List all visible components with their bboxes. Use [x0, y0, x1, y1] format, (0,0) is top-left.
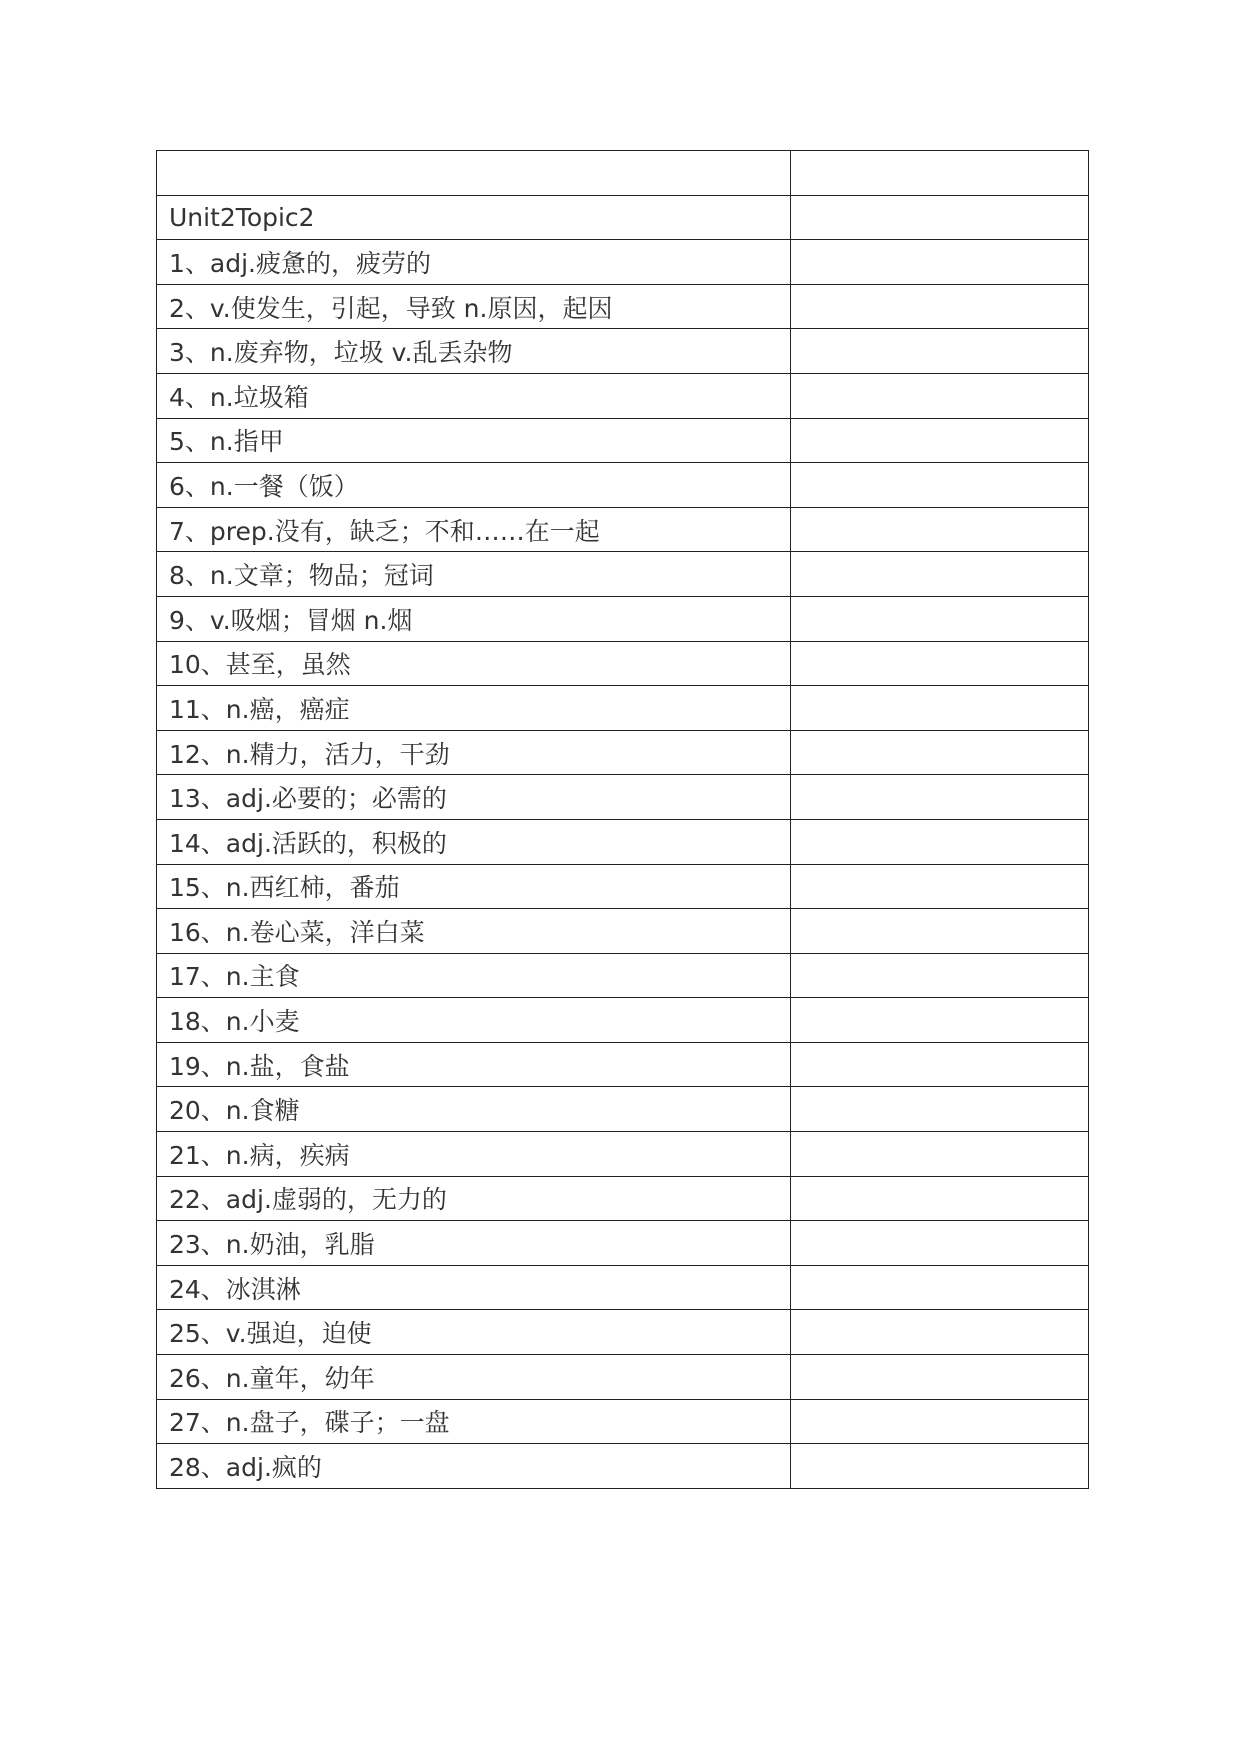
- term-cell: 24、冰淇淋: [157, 1265, 791, 1310]
- answer-cell: [791, 507, 1089, 552]
- answer-cell: [791, 686, 1089, 731]
- table-row: [157, 463, 1089, 508]
- answer-cell: [791, 909, 1089, 954]
- term-cell: 5、n.指甲: [157, 418, 791, 463]
- table-header-row: [157, 151, 1089, 196]
- term-cell: 11、n.癌，癌症: [157, 686, 791, 731]
- table-row: [157, 329, 1089, 374]
- table-row: [157, 686, 1089, 731]
- table-row: [157, 596, 1089, 641]
- table-row: [157, 552, 1089, 597]
- term-cell: 20、n.食糖: [157, 1087, 791, 1132]
- table-row: [157, 1087, 1089, 1132]
- answer-cell: [791, 1399, 1089, 1444]
- header-term-cell: [157, 151, 791, 196]
- vocabulary-table: [156, 150, 1089, 1489]
- table-row: [157, 1355, 1089, 1400]
- table-row: [157, 730, 1089, 775]
- term-cell: 3、n.废弃物，垃圾 v.乱丢杂物: [157, 329, 791, 374]
- term-cell: 8、n.文章；物品；冠词: [157, 552, 791, 597]
- answer-cell: [791, 730, 1089, 775]
- term-cell: 18、n.小麦: [157, 998, 791, 1043]
- term-cell: 17、n.主食: [157, 953, 791, 998]
- table-row: [157, 1444, 1089, 1489]
- answer-cell: [791, 329, 1089, 374]
- answer-cell: [791, 953, 1089, 998]
- table-row: [157, 240, 1089, 285]
- table-row: [157, 507, 1089, 552]
- answer-cell: [791, 284, 1089, 329]
- answer-cell: [791, 1444, 1089, 1489]
- answer-cell: [791, 240, 1089, 285]
- table-row: [157, 998, 1089, 1043]
- term-cell: Unit2Topic2: [157, 195, 791, 240]
- term-cell: 12、n.精力，活力，干劲: [157, 730, 791, 775]
- answer-cell: [791, 864, 1089, 909]
- answer-cell: [791, 1042, 1089, 1087]
- answer-cell: [791, 463, 1089, 508]
- answer-cell: [791, 1221, 1089, 1266]
- term-cell: 14、adj.活跃的，积极的: [157, 819, 791, 864]
- table-row: [157, 1310, 1089, 1355]
- term-cell: 21、n.病，疾病: [157, 1132, 791, 1177]
- term-cell: 19、n.盐，食盐: [157, 1042, 791, 1087]
- term-cell: 25、v.强迫，迫使: [157, 1310, 791, 1355]
- answer-cell: [791, 1087, 1089, 1132]
- answer-cell: [791, 1355, 1089, 1400]
- term-cell: 22、adj.虚弱的，无力的: [157, 1176, 791, 1221]
- term-cell: 10、甚至，虽然: [157, 641, 791, 686]
- table-row: [157, 1265, 1089, 1310]
- answer-cell: [791, 819, 1089, 864]
- table-row: [157, 1176, 1089, 1221]
- term-cell: 27、n.盘子，碟子；一盘: [157, 1399, 791, 1444]
- term-cell: 4、n.垃圾箱: [157, 373, 791, 418]
- term-cell: 16、n.卷心菜，洋白菜: [157, 909, 791, 954]
- term-cell: 26、n.童年，幼年: [157, 1355, 791, 1400]
- answer-cell: [791, 418, 1089, 463]
- table-row: [157, 864, 1089, 909]
- term-cell: 15、n.西红柿，番茄: [157, 864, 791, 909]
- term-cell: 1、adj.疲惫的，疲劳的: [157, 240, 791, 285]
- term-cell: 2、v.使发生，引起，导致 n.原因，起因: [157, 284, 791, 329]
- term-cell: 13、adj.必要的；必需的: [157, 775, 791, 820]
- table-row: [157, 1399, 1089, 1444]
- table-row: [157, 1042, 1089, 1087]
- term-cell: 23、n.奶油，乳脂: [157, 1221, 791, 1266]
- answer-cell: [791, 775, 1089, 820]
- table-row: [157, 775, 1089, 820]
- answer-cell: [791, 1265, 1089, 1310]
- table-row: [157, 909, 1089, 954]
- header-answer-cell: [791, 151, 1089, 196]
- term-cell: 7、prep.没有，缺乏；不和……在一起: [157, 507, 791, 552]
- table-row: [157, 1132, 1089, 1177]
- answer-cell: [791, 596, 1089, 641]
- answer-cell: [791, 195, 1089, 240]
- table-row: [157, 819, 1089, 864]
- answer-cell: [791, 1132, 1089, 1177]
- table-row: [157, 1221, 1089, 1266]
- table-row: [157, 284, 1089, 329]
- answer-cell: [791, 641, 1089, 686]
- term-cell: 6、n.一餐（饭）: [157, 463, 791, 508]
- table-body: [157, 151, 1089, 1489]
- term-cell: 9、v.吸烟；冒烟 n.烟: [157, 596, 791, 641]
- answer-cell: [791, 373, 1089, 418]
- answer-cell: [791, 1176, 1089, 1221]
- table-row: [157, 373, 1089, 418]
- answer-cell: [791, 1310, 1089, 1355]
- answer-cell: [791, 552, 1089, 597]
- table-row: [157, 418, 1089, 463]
- table-row: [157, 195, 1089, 240]
- table-row: [157, 953, 1089, 998]
- answer-cell: [791, 998, 1089, 1043]
- table-row: [157, 641, 1089, 686]
- term-cell: 28、adj.疯的: [157, 1444, 791, 1489]
